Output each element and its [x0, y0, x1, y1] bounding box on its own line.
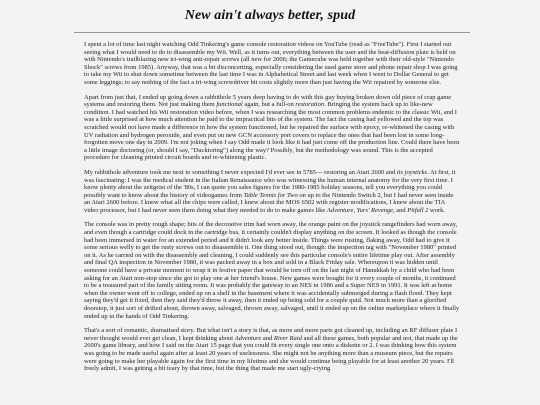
text-run-italic: Adventure — [326, 206, 354, 214]
paragraph-2 — [84, 94, 460, 162]
text-run: My rabbithole adventure took me next to something I never expected I'd ever see in 5785— restoring an Atari 2600 and — [84, 168, 397, 176]
paragraph-3 — [84, 169, 460, 215]
text-run: and all these games, both popular and not, that made up the 2600's game library, and how I said on the Atari 15 page that you could fit every single one onto a diskette or 2. I was thinking how this system was going to be made useful again after at least 20 years of uselessness. She might not be anything more than a museum piece, but the repairs were going to make her playable again for the first time in my lifetime and she would continue being playable for at least another 20 years. I'll freely admit, I was getting a bit teary by that time, but the thing that made me start ugly-crying — [84, 334, 458, 373]
title-divider — [74, 32, 470, 33]
text-run: Apart from just that, I ended up going down a rabbithole 5 years deep having to do with this guy buying broken down old piece of crap game systems and restoring them. Not just making them — [84, 93, 452, 109]
text-run-italic: Table Tennis for Two — [243, 191, 298, 199]
text-run: again, but a full-on — [242, 101, 296, 109]
text-run-italic: functional — [216, 101, 243, 109]
post-body — [84, 41, 460, 380]
text-run: . At first, it was fascinating: I was the medical student in the Italian Renaissance who was witnessing the human internal anatomy for the very first time. I know plenty about the zeitgeist of the '80s, I can quote you sales figures for the 1980-1985 holiday seasons, tell you everything you could possibly want to know about the history of videogames from — [84, 168, 456, 199]
paragraph-1: I spent a lot of time last night watching Odd Tinkering's game console restoration videos on YouTube (read as "FreeTube"). First I started out seeing what I would need to do to disassemble my Wii. Well, as it turns out, everything between the user and the heat-diffusion plate is held on with Nintendo's trailblazing new tri-wing anti-repair screws (all new for 2006; the Gamecube was held together with their old-style "Nintendo Shock" screws from 1985). Anyway, that was a bit disconcerting, especially considering the used game store and phone repair shop I was going to take my Wii to shut down sometime between the last time I was in Alphabetical Street and last week when I went to Dollar General to get some leggings; to say nothing of the fact a tri-wing screwdriver bit costs slightly more than just having the Wii repaired by someone else. — [84, 41, 458, 86]
text-run-italic: River Raid — [273, 334, 302, 342]
text-run: . Bringing the system back up to like-new condition. I had watched his Wii restoration video before, when I was researching the most common problems endemic to the classic Wii, and I was a little surprised at how much attention he paid to the impractical bits of the system. The fact the casing had yellowed and the top was scratched would not have made a difference in how the system functioned, but he repaired the surface with epoxy, re-whitened the casing with UV radiation and hydrogen peroxide, and even put on new GCN accessory port covers to replace the ones that had been lost in some long-forgotten move one day in 2009. I'm not joking when I say Odd made it look like it had just come off the production line. Could there have been a little image doctoring (or, should I say, "Ducktoring") along the way? Possibly, but the methodology was sound. This is the accepted procedure for cleaning printed circuit boards and re-whitening plastic. — [84, 101, 460, 162]
text-run: That's a sort of romantic, dramatised story. But what isn't a story is that, as more and more parts got cleaned up, including an RF diffuser plate I never thought would ever get clean, I kept thinking about — [84, 327, 458, 342]
text-run-italic: restoration — [295, 101, 325, 109]
text-run: work. — [428, 206, 445, 214]
text-run-italic: its joysticks — [396, 168, 428, 176]
text-run: , and — [392, 206, 408, 214]
text-run-italic: Yars' Revenge — [356, 206, 393, 214]
paragraph-4: The console was in pretty rough shape; bits of the decorative trim had worn away, the orange paint on the joystick rangefinders had worn away, and even though a cartridge could dock in the cartridge bus, it certainly couldn't display anything on the screen. It looked as though the console had been immersed in water for an extended period and it didn't look any better inside. Things were rusting, flaking away, Odd had to give it some serious welly to get the rusty screws out to disassemble it. One thing stood out, though: the inspection tag with "November 1980" printed on it. As he carried on with the disassembly and cleaning, I could suddenly see this particular console's entire lifetime play out. After assembly and final QA inspection in November 1980, it was packed away in a box and sold in a Black Friday sale. Whereupon it was hidden until someone could have a private moment to wrap it in festive paper that would be torn off on the last night of Hanukkah by a child who had been asking for an Atari non-stop since she got to play one at her friend's house. New games were bought for it every couple of months, it continued to be a treasured part of the family sitting room. It was probably the gateway to an NES in 1986 and a Super NES in 1991. It was left at home when the owner went off to college, ended up on a shelf in the basement where it was accidentally submerged during a flash flood. They kept saying they'd get it fixed, then they said they'd throw it away, then it ended up being sold for a couple quid. Not much more than a glorified doorstop, it just sort of drifted about, thrown away, salvaged, thrown away, salvaged, until it ended up on the online marketplace where it finally ended up in the hands of Odd Tinkering. — [84, 221, 460, 320]
text-run: and — [261, 334, 274, 342]
text-run-italic: Pitfall 2 — [407, 206, 429, 214]
text-run: on up to the Nintendo Switch 2, but I had never seen inside an Atari 2600 before. I knew what all the chips were called, I knew about the MOS 6502 with register modifications, I knew about the TIA video processor, but I had never seen them doing what they needed to do to make games like — [84, 191, 454, 214]
text-run: , — [353, 206, 357, 214]
text-run-italic: Adventure — [234, 334, 262, 342]
paragraph-5 — [84, 327, 460, 373]
post-title: New ain't always better, spud — [184, 8, 356, 23]
